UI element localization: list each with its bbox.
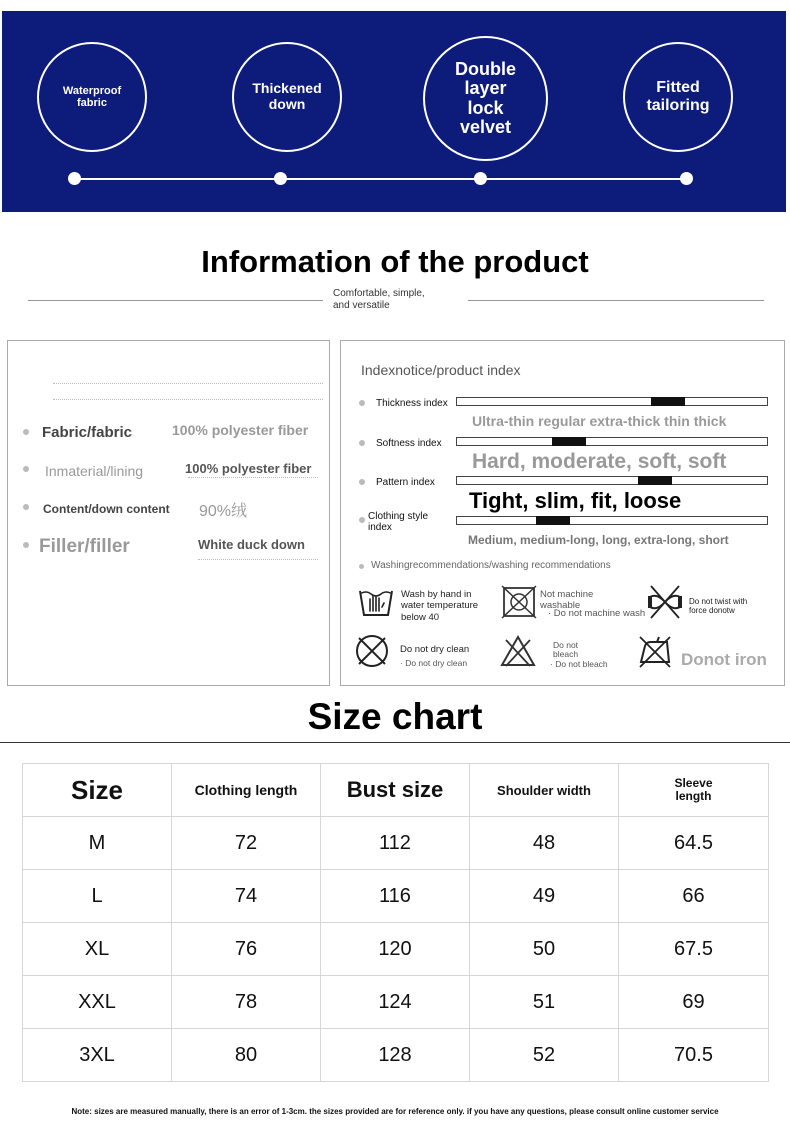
table-cell: 76 <box>172 923 321 976</box>
table-cell: 49 <box>470 870 619 923</box>
table-cell: XL <box>23 923 172 976</box>
index-panel <box>340 340 785 686</box>
index-options: Tight, slim, fit, loose <box>469 488 682 513</box>
table-cell: 48 <box>470 817 619 870</box>
wash-text: Do not twist with force donotw <box>689 597 748 615</box>
index-label: Thickness index <box>376 398 448 409</box>
bullet-icon <box>23 504 29 510</box>
bullet-icon <box>359 517 365 523</box>
attribute-label: Fabric/fabric <box>42 424 133 441</box>
wash-text: Wash by hand in water temperature below 40 <box>401 589 479 623</box>
table-cell: 128 <box>321 1029 470 1082</box>
divider-left <box>28 300 323 301</box>
table-cell: 70.5 <box>619 1029 769 1082</box>
no-bleach-icon <box>500 634 536 668</box>
size-note: Note: sizes are measured manually, there is an error of 1-3cm. the sizes provided are for reference only. if you have any questions, please consult online customer service <box>71 1107 719 1116</box>
table-cell: 3XL <box>23 1029 172 1082</box>
feature-label: Double layer lock velvet <box>455 58 516 137</box>
wash-text: Donot iron <box>681 650 767 669</box>
attribute-label: Filler/filler <box>39 536 130 557</box>
wash-subtext: · Do not machine wash <box>548 608 646 619</box>
index-marker <box>536 516 570 525</box>
table-row <box>23 817 769 870</box>
column-header: Shoulder width <box>470 764 619 817</box>
index-title: Indexnotice/product index <box>361 362 521 378</box>
timeline-dot <box>474 172 487 185</box>
dotted-divider <box>188 477 318 478</box>
table-cell: 80 <box>172 1029 321 1082</box>
column-header: Bust size <box>321 764 470 817</box>
bullet-icon <box>23 429 29 435</box>
no-dry-clean-icon <box>354 634 390 668</box>
hand-wash-icon <box>358 585 394 619</box>
index-marker <box>638 476 672 485</box>
attribute-label: Inmaterial/lining <box>45 463 144 479</box>
index-options: Hard, moderate, soft, soft <box>472 450 727 473</box>
feature-label: Fitted tailoring <box>646 79 710 114</box>
table-cell: 116 <box>321 870 470 923</box>
wash-subtext: · Do not bleach <box>550 659 608 669</box>
timeline-dot <box>680 172 693 185</box>
bullet-icon <box>359 479 365 485</box>
size-chart-divider <box>0 742 790 743</box>
attribute-value: 100% polyester fiber <box>172 422 309 438</box>
index-label: Softness index <box>376 438 442 449</box>
wash-text: Do not dry clean <box>400 644 470 655</box>
table-cell: 72 <box>172 817 321 870</box>
dotted-divider <box>53 399 323 400</box>
washing-title: Washingrecommendations/washing recommendations <box>371 560 611 571</box>
info-title: Information of the product <box>201 244 589 279</box>
column-header: Sleeve length <box>619 764 769 817</box>
timeline-line <box>76 178 688 180</box>
table-cell: 67.5 <box>619 923 769 976</box>
attribute-label: Content/down content <box>43 502 170 516</box>
index-bar <box>456 397 768 406</box>
index-options: Ultra-thin regular extra-thick thin thick <box>472 413 727 429</box>
wash-text: Do not bleach <box>553 640 579 660</box>
feature-label: Waterproof fabric <box>62 84 122 109</box>
attribute-value: 90%绒 <box>199 503 248 520</box>
bullet-icon <box>359 400 365 406</box>
index-marker <box>552 437 586 446</box>
info-subtitle: Comfortable, simple, and versatile <box>333 288 425 311</box>
feature-double-layer <box>423 36 548 161</box>
attribute-value: White duck down <box>198 537 305 552</box>
table-cell: 66 <box>619 870 769 923</box>
table-header-row <box>23 764 769 817</box>
divider-right <box>468 300 764 301</box>
table-row <box>23 976 769 1029</box>
feature-fitted <box>623 42 733 152</box>
table-row <box>23 1029 769 1082</box>
column-header: Size <box>23 764 172 817</box>
table-cell: 78 <box>172 976 321 1029</box>
attributes-panel <box>7 340 330 686</box>
bullet-icon <box>23 466 29 472</box>
no-iron-icon <box>637 634 673 668</box>
index-bar <box>456 476 768 485</box>
table-cell: XXL <box>23 976 172 1029</box>
table-cell: M <box>23 817 172 870</box>
table-cell: 64.5 <box>619 817 769 870</box>
attribute-value: 100% polyester fiber <box>185 461 312 476</box>
index-bar <box>456 516 768 525</box>
table-row <box>23 870 769 923</box>
table-cell: 120 <box>321 923 470 976</box>
dotted-divider <box>53 383 323 384</box>
feature-waterproof <box>37 42 147 152</box>
index-options: Medium, medium-long, long, extra-long, short <box>468 533 729 547</box>
timeline-dot <box>274 172 287 185</box>
bullet-icon <box>23 542 29 548</box>
features-banner <box>2 11 786 212</box>
table-cell: L <box>23 870 172 923</box>
feature-thickened-down <box>232 42 342 152</box>
size-chart-title: Size chart <box>307 696 483 737</box>
wash-text: Not machine washable <box>540 589 594 612</box>
bullet-icon <box>359 564 364 569</box>
timeline-dot <box>68 172 81 185</box>
index-label: Pattern index <box>376 477 435 488</box>
no-machine-wash-icon <box>501 585 537 619</box>
no-wring-icon <box>647 585 683 619</box>
dotted-divider <box>198 559 318 560</box>
column-header: Clothing length <box>172 764 321 817</box>
bullet-icon <box>359 440 365 446</box>
table-cell: 112 <box>321 817 470 870</box>
table-row <box>23 923 769 976</box>
table-cell: 50 <box>470 923 619 976</box>
feature-label: Thickened down <box>252 80 322 112</box>
table-cell: 124 <box>321 976 470 1029</box>
table-cell: 52 <box>470 1029 619 1082</box>
table-cell: 69 <box>619 976 769 1029</box>
wash-subtext: · Do not dry clean <box>400 658 468 668</box>
index-bar <box>456 437 768 446</box>
size-table <box>22 763 769 1082</box>
index-marker <box>651 397 685 406</box>
index-label: Clothing style index <box>368 511 429 533</box>
table-cell: 51 <box>470 976 619 1029</box>
table-cell: 74 <box>172 870 321 923</box>
